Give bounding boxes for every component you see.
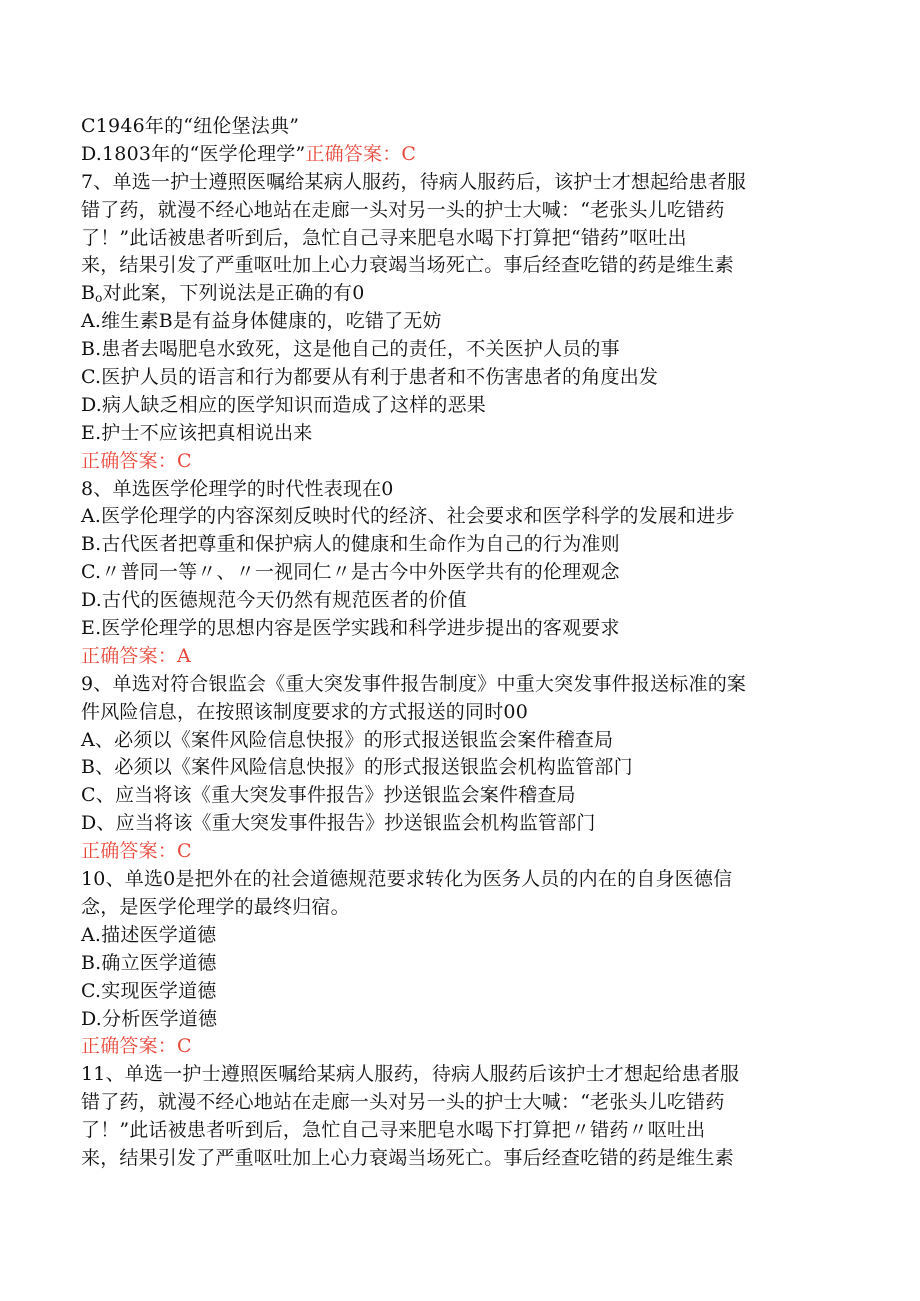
q10-answer: 正确答案：C (81, 1035, 192, 1058)
q9-answer: 正确答案：C (81, 840, 192, 863)
q9-option-c: C、应当将该《重大突发事件报告》抄送银监会案件稽查局 (81, 784, 576, 807)
q10-option-d: D.分析医学道德 (81, 1007, 218, 1030)
q8-option-d: D.古代的医德规范今天仍然有规范医者的价值 (81, 589, 467, 612)
q7-option-b: B.患者去喝肥皂水致死，这是他自己的责任，不关医护人员的事 (81, 338, 620, 361)
q9-option-d: D、应当将该《重大突发事件报告》抄送银监会机构监管部门 (81, 812, 596, 835)
q7-stem-line-5-rest: 对此案，下列说法是正确的有0 (102, 282, 365, 305)
q7-subscript: o (95, 291, 103, 306)
q9-option-b: B、必须以《案件风险信息快报》的形式报送银监会机构监管部门 (81, 756, 633, 779)
q11-stem-line-3: 了！”此话被患者听到后，急忙自己寻来肥皂水喝下打算把〃错药〃呕吐出 (81, 1119, 706, 1142)
q7-option-d: D.病人缺乏相应的医学知识而造成了这样的恶果 (81, 393, 486, 416)
q8-option-c: C.〃普同一等〃、〃一视同仁〃是古今中外医学共有的伦理观念 (81, 561, 620, 584)
q11-stem-line-2: 错了药，就漫不经心地站在走廊一头对另一头的护士大喊：“老张头儿吃错药 (81, 1091, 725, 1114)
q7-option-e: E.护士不应该把真相说出来 (81, 421, 313, 444)
document-body (81, 113, 841, 1173)
q6-option-d: D.1803年的“医学伦理学” (81, 142, 306, 165)
q11-stem-line-1: 11、单选一护士遵照医嘱给某病人服药，待病人服药后该护士才想起给患者服 (81, 1063, 740, 1086)
q10-option-c: C.实现医学道德 (81, 979, 217, 1002)
q8-stem-line-1: 8、单选医学伦理学的时代性表现在0 (81, 477, 394, 500)
q6-answer: 正确答案：C (305, 142, 417, 165)
q9-option-a: A、必须以《案件风险信息快报》的形式报送银监会案件稽查局 (81, 728, 614, 751)
q7-option-c: C.医护人员的语言和行为都要从有利于患者和不伤害患者的角度出发 (81, 366, 659, 389)
q7-stem-line-4: 来，结果引发了严重呕吐加上心力衰竭当场死亡。事后经查吃错的药是维生素 (81, 254, 734, 277)
q10-stem-line-2: 念，是医学伦理学的最终归宿。 (81, 895, 350, 918)
q8-answer: 正确答案：A (81, 644, 191, 667)
q7-answer: 正确答案：C (81, 449, 192, 472)
q7-stem-line-3: 了！”此话被患者听到后，急忙自己寻来肥皂水喝下打算把“错药”呕吐出 (81, 226, 687, 249)
q10-option-b: B.确立医学道德 (81, 951, 217, 974)
q7-stem-line-5 (81, 280, 841, 308)
q11-stem-line-4: 来，结果引发了严重呕吐加上心力衰竭当场死亡。事后经查吃错的药是维生素 (81, 1146, 734, 1169)
q6-option-d-line (81, 141, 841, 169)
q10-option-a: A.描述医学道德 (81, 923, 217, 946)
q9-stem-line-2: 件风险信息，在按照该制度要求的方式报送的同时00 (81, 700, 528, 723)
q6-option-c: C1946年的“纽伦堡法典” (81, 115, 300, 137)
q8-option-a: A.医学伦理学的内容深刻反映时代的经济、社会要求和医学科学的发展和进步 (81, 505, 735, 528)
q7-stem-line-1: 7、单选一护士遵照医嘱给某病人服药，待病人服药后，该护士才想起给患者服 (81, 170, 747, 193)
q7-vitamin-b: B (81, 282, 96, 305)
q7-option-a: A.维生素B是有益身体健康的，吃错了无妨 (81, 310, 442, 333)
q7-stem-line-2: 错了药，就漫不经心地站在走廊一头对另一头的护士大喊：“老张头儿吃错药 (81, 198, 725, 221)
q8-option-e: E.医学伦理学的思想内容是医学实践和科学进步提出的客观要求 (81, 617, 620, 640)
q10-stem-line-1: 10、单选0是把外在的社会道德规范要求转化为医务人员的内在的自身医德信 (81, 868, 733, 891)
q8-option-b: B.古代医者把尊重和保护病人的健康和生命作为自己的行为准则 (81, 533, 620, 556)
q9-stem-line-1: 9、单选对符合银监会《重大突发事件报告制度》中重大突发事件报送标准的案 (81, 672, 747, 695)
